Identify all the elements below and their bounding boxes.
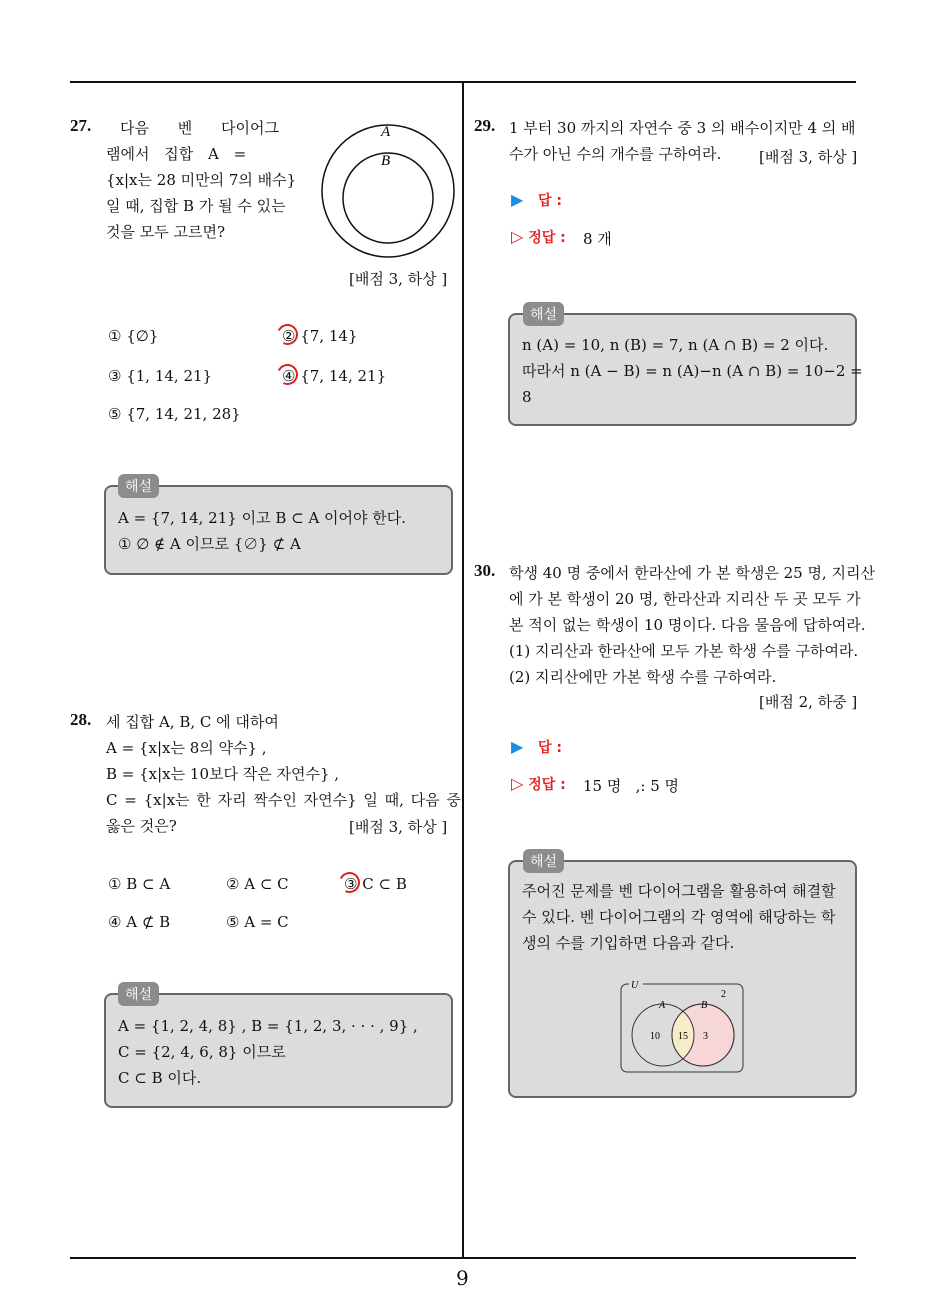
page-number: 9 [456, 1266, 469, 1290]
q29-correct-value: 8 개 [583, 230, 612, 248]
question-29-number: 29. [474, 116, 496, 135]
q28-line-1: 세 집합 A, B, C 에 대하여 [106, 713, 279, 731]
q28-option-2[interactable]: ② A ⊂ C [226, 875, 289, 893]
q30-explanation-line-3: 생의 수를 기입하면 다음과 같다. [522, 934, 735, 952]
question-27-number: 27. [70, 116, 92, 135]
hollow-arrow-icon: ▷ [511, 774, 524, 793]
q30-line-4: (1) 지리산과 한라산에 모두 가본 학생 수를 구하여라. [509, 642, 859, 660]
q27-option-4[interactable] [282, 367, 386, 385]
universe-label: U [631, 980, 639, 991]
q30-line-2: 에 가 본 학생이 20 명, 한라산과 지리산 두 곳 모두 가 [509, 590, 861, 608]
q30-answer-label: 답 : [537, 740, 562, 756]
q30-correct-value: 15 명 ,: 5 명 [583, 777, 680, 795]
set-b-label: B [701, 1000, 708, 1011]
q28-score: [배점 3, 하상 ] [349, 818, 448, 836]
q27-option-3[interactable]: ③ {1, 14, 21} [108, 367, 213, 385]
q29-explanation-line-3: 8 [522, 388, 532, 406]
question-28-number: 28. [70, 710, 92, 729]
q27-option-1[interactable]: ① {∅} [108, 327, 159, 345]
q28-explanation-line-2: C = {2, 4, 6, 8} 이므로 [118, 1043, 286, 1061]
q28-option-4[interactable]: ④ A ⊄ B [108, 913, 171, 931]
q27-line-4: 일 때, 집합 B 가 될 수 있는 [106, 197, 286, 215]
q30-explanation-line-2: 수 있다. 벤 다이어그램의 각 영역에 해당하는 학 [522, 908, 836, 926]
q28-option-5[interactable]: ⑤ A = C [226, 913, 289, 931]
footer-rule [70, 1257, 856, 1259]
q30-line-5: (2) 지리산에만 가본 학생 수를 구하여라. [509, 668, 777, 686]
q30-venn-diagram [618, 975, 750, 1077]
q30-correct-row [511, 774, 566, 794]
q27-option-2[interactable] [282, 327, 358, 345]
q28-option-3-text: C ⊂ B [362, 875, 407, 893]
q28-line-3: B = {x|x는 10보다 작은 자연수} , [106, 765, 340, 783]
answer-mark-3: ③ [344, 875, 357, 893]
question-30-number: 30. [474, 561, 496, 580]
set-b-label: B [381, 153, 391, 169]
q27-explanation-tag: 해설 [118, 474, 159, 498]
q28-line-2: A = {x|x는 8의 약수} , [106, 739, 267, 757]
play-arrow-icon: ▶ [511, 737, 524, 756]
q27-option-4-text: {7, 14, 21} [300, 367, 387, 385]
q27-score: [배점 3, 하상 ] [349, 270, 448, 288]
answer-mark-2: ② [282, 327, 295, 345]
q30-line-3: 본 적이 없는 학생이 10 명이다. 다음 물음에 답하여라. [509, 616, 866, 634]
q27-option-2-text: {7, 14} [300, 327, 358, 345]
q29-explanation-tag: 해설 [523, 302, 564, 326]
q28-explanation-tag: 해설 [118, 982, 159, 1006]
q29-correct-row [511, 227, 566, 247]
q30-explanation-tag: 해설 [523, 849, 564, 873]
q29-explanation-line-1: n (A) = 10, n (B) = 7, n (A ∩ B) = 2 이다. [522, 336, 829, 354]
q27-explanation-line-1: A = {7, 14, 21} 이고 B ⊂ A 이어야 한다. [118, 509, 407, 527]
q30-answer-row [511, 737, 562, 757]
q29-score: [배점 3, 하상 ] [759, 148, 858, 166]
q29-answer-row [511, 190, 562, 210]
q30-explanation-line-1: 주어진 문제를 벤 다이어그램을 활용하여 해결할 [522, 882, 836, 900]
answer-mark-4: ④ [282, 367, 295, 385]
column-divider [462, 83, 464, 1258]
q27-explanation-line-2: ① ∅ ∉ A 이므로 {∅} ⊄ A [118, 535, 301, 553]
q29-answer-label: 답 : [537, 193, 562, 209]
q28-explanation-line-3: C ⊂ B 이다. [118, 1069, 202, 1087]
q30-score: [배점 2, 하중 ] [759, 693, 858, 711]
q28-explanation-line-1: A = {1, 2, 4, 8} , B = {1, 2, 3, · · · , 9} , [118, 1017, 418, 1035]
set-a-label: A [659, 1000, 666, 1011]
q30-correct-label: 정답 : [528, 777, 566, 793]
q29-line-1: 1 부터 30 까지의 자연수 중 3 의 배수이지만 4 의 배 [509, 119, 856, 137]
set-a-label: A [381, 124, 391, 140]
play-arrow-icon: ▶ [511, 190, 524, 209]
q28-option-3[interactable] [344, 875, 407, 893]
q27-line-5: 것을 모두 고르면? [106, 223, 226, 241]
q28-line-5: 옳은 것은? [106, 817, 177, 835]
q29-explanation-line-2: 따라서 n (A − B) = n (A)−n (A ∩ B) = 10−2 = [522, 362, 863, 380]
q27-venn-diagram [318, 116, 458, 266]
q28-line-4: C = {x|x는 한 자리 짝수인 자연수} 일 때, 다음 중 [106, 791, 461, 809]
only-b-count: 3 [703, 1031, 708, 1042]
q27-line-1: 다음 벤 다이어그 [120, 119, 279, 137]
only-a-count: 10 [650, 1031, 660, 1042]
set-a-circle [322, 125, 454, 257]
outside-count: 2 [721, 989, 726, 1000]
q29-correct-label: 정답 : [528, 230, 566, 246]
q27-option-5[interactable]: ⑤ {7, 14, 21, 28} [108, 405, 241, 423]
q30-line-1: 학생 40 명 중에서 한라산에 가 본 학생은 25 명, 지리산 [509, 564, 875, 582]
q27-line-3: {x|x는 28 미만의 7의 배수} [106, 171, 297, 189]
q27-line-2: 램에서 집합 A = [106, 145, 247, 163]
both-count: 15 [678, 1031, 688, 1042]
q29-line-2: 수가 아닌 수의 개수를 구하여라. [509, 145, 722, 163]
hollow-arrow-icon: ▷ [511, 227, 524, 246]
q28-option-1[interactable]: ① B ⊂ A [108, 875, 171, 893]
